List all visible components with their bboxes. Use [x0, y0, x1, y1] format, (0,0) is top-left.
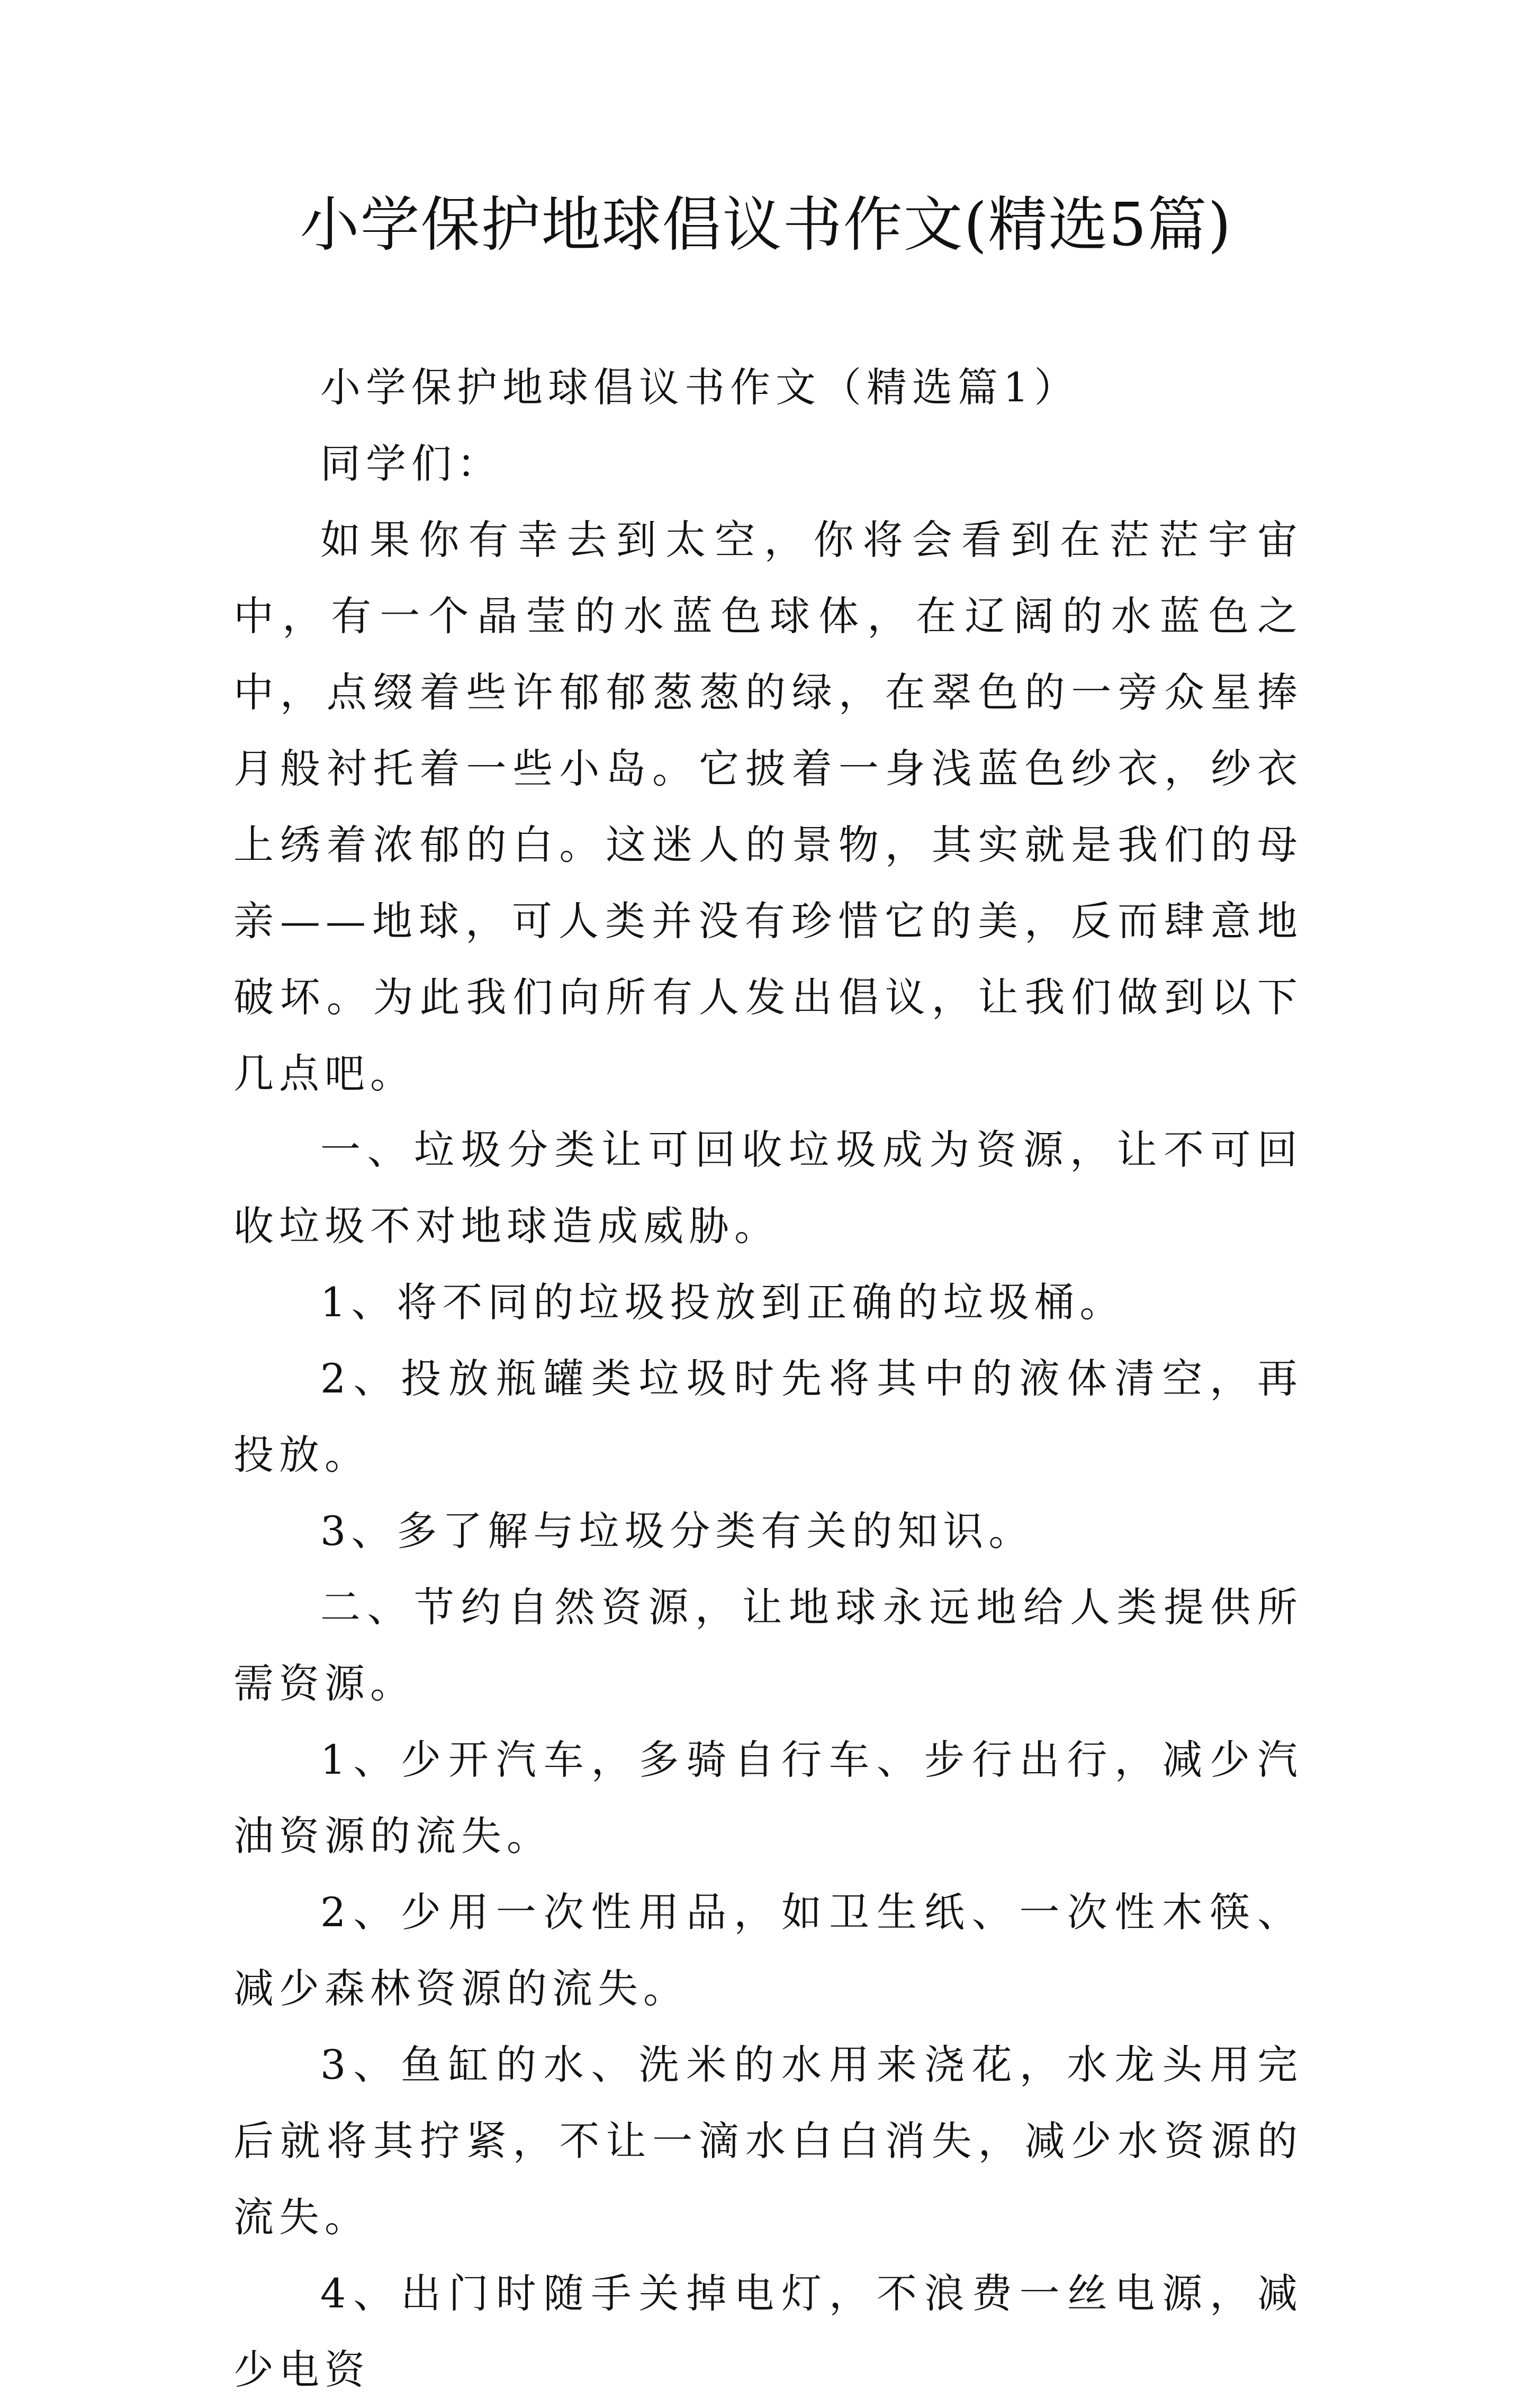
body-paragraph: 一、垃圾分类让可回收垃圾成为资源，让不可回收垃圾不对地球造成威胁。: [233, 1126, 1303, 1250]
body-paragraph: 4、出门时随手关掉电灯，不浪费一丝电源，减少电资: [233, 2270, 1303, 2393]
body-paragraph: 3、鱼缸的水、洗米的水用来浇花，水龙头用完后就将其拧紧，不让一滴水白白消失，减少水资源的流失。: [233, 2041, 1303, 2241]
salutation: 同学们：: [320, 440, 502, 487]
document-body: [233, 349, 1303, 2408]
body-paragraph: 2、少用一次性用品，如卫生纸、一次性木筷、减少森林资源的流失。: [233, 1889, 1303, 2012]
body-paragraph: 如果你有幸去到太空，你将会看到在茫茫宇宙中，有一个晶莹的水蓝色球体，在辽阔的水蓝色之中，点缀着些许郁郁葱葱的绿，在翠色的一旁众星捧月般衬托着一些小岛。它披着一身浅蓝色纱衣，纱衣上绣着浓郁的白。这迷人的景物，其实就是我们的母亲——地球，可人类并没有珍惜它的美，反而肆意地破坏。为此我们向所有人发出倡议，让我们做到以下几点吧。: [233, 516, 1303, 1097]
body-paragraph: 1、将不同的垃圾投放到正确的垃圾桶。: [320, 1279, 1125, 1326]
body-paragraph: 1、少开汽车，多骑自行车、步行出行，减少汽油资源的流失。: [233, 1736, 1303, 1859]
document-title: 小学保护地球倡议书作文(精选5篇): [300, 191, 1232, 259]
body-paragraph: 二、节约自然资源，让地球永远地给人类提供所需资源。: [233, 1584, 1303, 1707]
body-paragraph: 3、多了解与垃圾分类有关的知识。: [320, 1507, 1034, 1555]
section-heading: 小学保护地球倡议书作文（精选篇1）: [320, 364, 1080, 411]
body-paragraph: 2、投放瓶罐类垃圾时先将其中的液体清空，再投放。: [233, 1355, 1303, 1478]
